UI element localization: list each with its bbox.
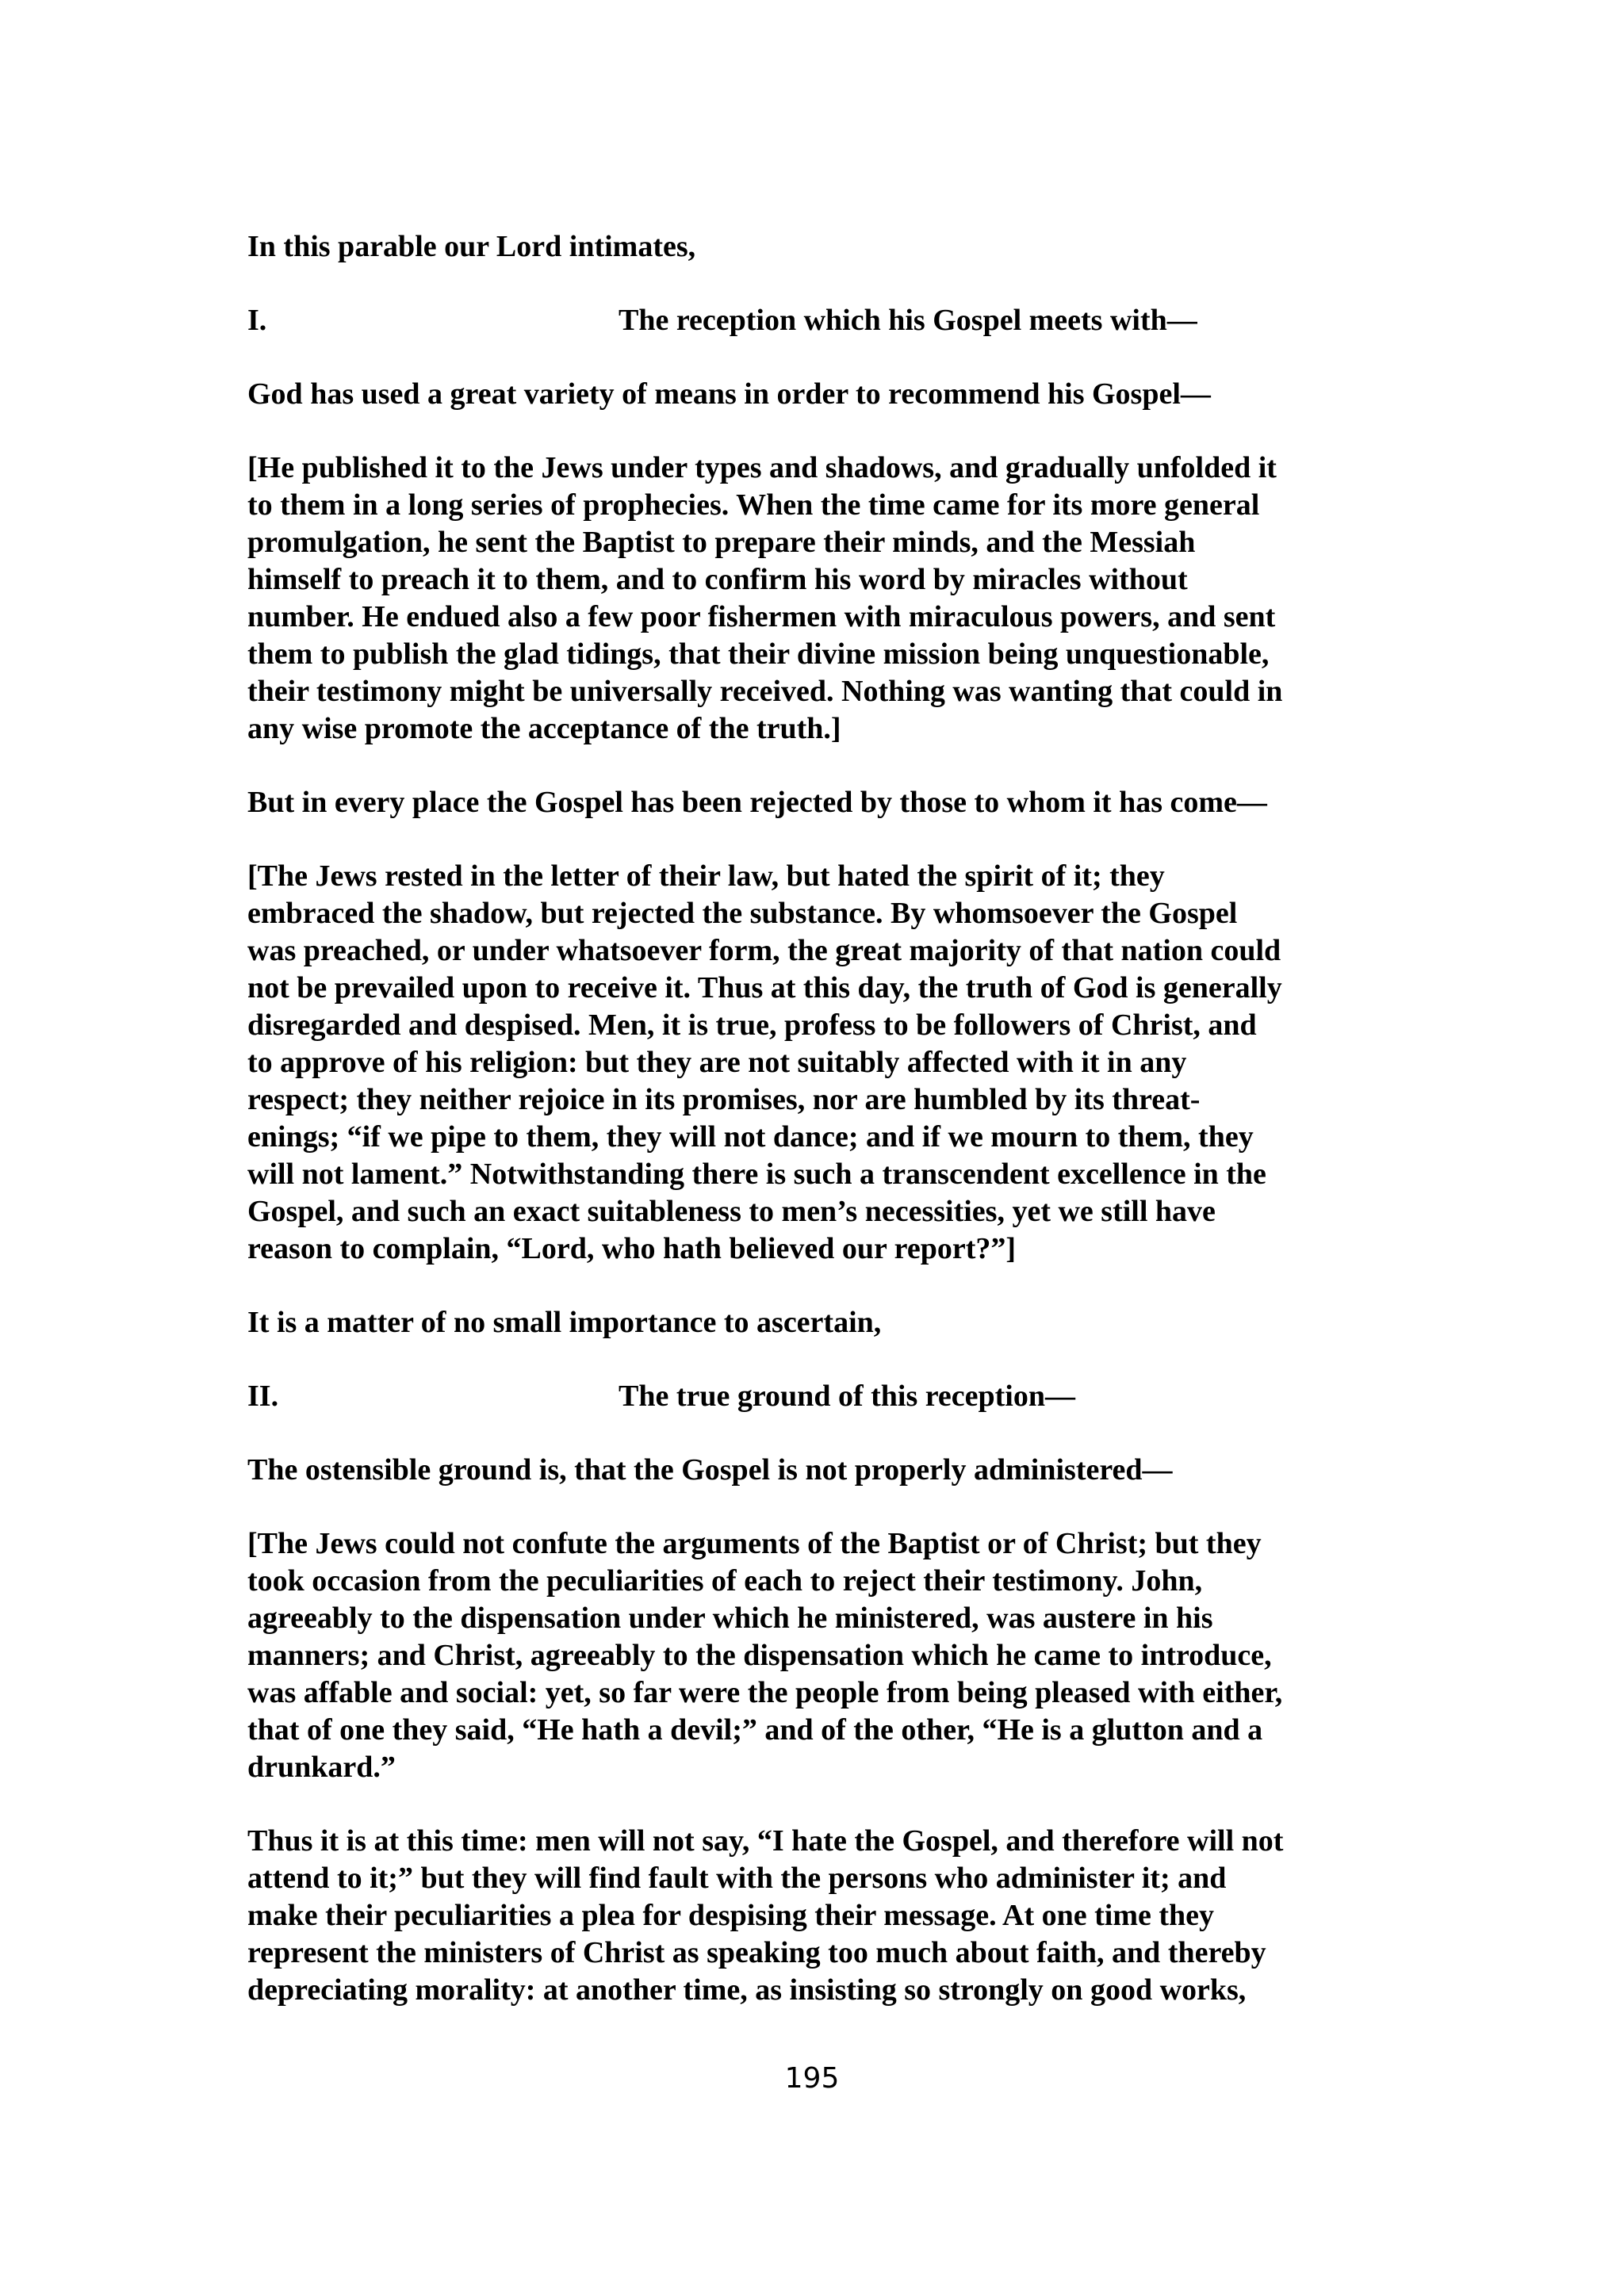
text-line: number. He endued also a few poor fishermen with miraculous powers, and sent xyxy=(247,600,1276,633)
text-line: manners; and Christ, agreeably to the dispensation which he came to introduce, xyxy=(247,1639,1272,1672)
page-body xyxy=(247,228,1389,2045)
section-1-title: The reception which his Gospel meets with— xyxy=(619,304,1197,337)
section-2-paragraph-2 xyxy=(247,1823,1389,2009)
text-line: drunkard.” xyxy=(247,1751,396,1784)
text-line: respect; they neither rejoice in its promises, nor are humbled by its threat- xyxy=(247,1083,1201,1116)
text-line: himself to preach it to them, and to confirm his word by miracles without xyxy=(247,563,1188,596)
text-line: represent the ministers of Christ as speaking too much about faith, and thereby xyxy=(247,1936,1266,1969)
section-1-numeral: I. xyxy=(247,304,267,337)
section-1-paragraph-1 xyxy=(247,450,1389,748)
text-line: [The Jews rested in the letter of their law, but hated the spirit of it; they xyxy=(247,859,1165,893)
text-line: depreciating morality: at another time, as insisting so strongly on good works, xyxy=(247,1973,1247,2007)
text-line: took occasion from the peculiarities of each to reject their testimony. John, xyxy=(247,1564,1203,1598)
text-line: their testimony might be universally received. Nothing was wanting that could in xyxy=(247,675,1283,708)
section-2-numeral: II. xyxy=(247,1380,279,1413)
section-2-title: The true ground of this reception— xyxy=(619,1380,1075,1413)
text-line: them to publish the glad tidings, that their divine mission being unquestionable, xyxy=(247,637,1270,671)
intro-line: In this parable our Lord intimates, xyxy=(247,230,696,263)
text-line: was affable and social: yet, so far were the people from being pleased with either, xyxy=(247,1676,1283,1709)
text-line: to them in a long series of prophecies. When the time came for its more general xyxy=(247,488,1260,522)
text-line: Gospel, and such an exact suitableness to men’s necessities, yet we still have xyxy=(247,1195,1216,1228)
text-line: not be prevailed upon to receive it. Thus at this day, the truth of God is generally xyxy=(247,971,1282,1004)
text-line: Thus it is at this time: men will not say, “I hate the Gospel, and therefore will not xyxy=(247,1824,1284,1858)
text-line: [The Jews could not confute the arguments of the Baptist or of Christ; but they xyxy=(247,1527,1262,1560)
text-line: to approve of his religion: but they are not suitably affected with it in any xyxy=(247,1046,1187,1079)
text-line: make their peculiarities a plea for despising their message. At one time they xyxy=(247,1899,1215,1932)
section-2-paragraph-1 xyxy=(247,1525,1389,1786)
text-line: that of one they said, “He hath a devil;” and of the other, “He is a glutton and a xyxy=(247,1713,1263,1747)
text-line: [He published it to the Jews under types and shadows, and gradually unfolded it xyxy=(247,451,1277,484)
text-line: enings; “if we pipe to them, they will not dance; and if we mourn to them, they xyxy=(247,1120,1254,1154)
text-line: any wise promote the acceptance of the truth.] xyxy=(247,712,841,745)
section-2-heading xyxy=(247,1378,1389,1415)
text-line: agreeably to the dispensation under which he ministered, was austere in his xyxy=(247,1601,1213,1635)
section-1-lead: God has used a great variety of means in order to recommend his Gospel— xyxy=(247,377,1211,411)
text-line: attend to it;” but they will find fault with the persons who administer it; and xyxy=(247,1862,1227,1895)
section-1-heading xyxy=(247,302,1389,339)
page-number: 195 xyxy=(784,2062,840,2095)
section-2-lead: The ostensible ground is, that the Gospel is not properly administered— xyxy=(247,1453,1173,1487)
text-line: disregarded and despised. Men, it is true, profess to be followers of Christ, and xyxy=(247,1008,1257,1042)
text-line: was preached, or under whatsoever form, the great majority of that nation could xyxy=(247,934,1281,967)
text-line: will not lament.” Notwithstanding there is such a transcendent excellence in the xyxy=(247,1158,1266,1191)
section-1-paragraph-2 xyxy=(247,858,1389,1268)
text-line: embraced the shadow, but rejected the substance. By whomsoever the Gospel xyxy=(247,897,1238,930)
section-1-lead-2: But in every place the Gospel has been rejected by those to whom it has come— xyxy=(247,786,1267,819)
text-line: promulgation, he sent the Baptist to prepare their minds, and the Messiah xyxy=(247,526,1196,559)
text-line: reason to complain, “Lord, who hath believed our report?”] xyxy=(247,1232,1017,1265)
transition-line: It is a matter of no small importance to ascertain, xyxy=(247,1306,882,1339)
